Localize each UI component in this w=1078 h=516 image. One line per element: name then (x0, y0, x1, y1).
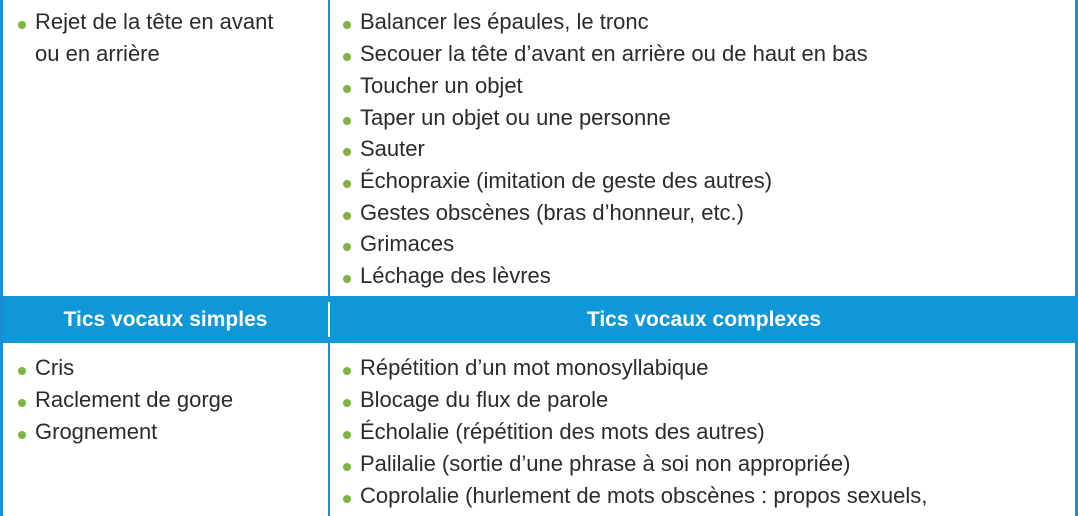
column-divider-bottom (328, 343, 330, 516)
list-item (16, 6, 274, 38)
list-item (341, 416, 765, 448)
list-item (341, 165, 772, 197)
list-item (341, 480, 927, 512)
bullet-icon (343, 431, 351, 439)
list-item-label: Répétition d’un mot monosyllabique (360, 355, 709, 380)
section-header-row (3, 296, 1078, 343)
bullet-icon (343, 399, 351, 407)
list-item-label: Grognement (35, 419, 158, 444)
list-item-label: Léchage des lèvres (360, 263, 551, 288)
list-item-continuation: ou en arrière (35, 41, 160, 66)
list-item (16, 416, 157, 448)
list-item-label: Toucher un objet (360, 73, 523, 98)
bullet-icon (343, 85, 351, 93)
list-item-label: Rejet de la tête en avant (35, 9, 274, 34)
list-item-label: Échopraxie (imitation de geste des autres) (360, 168, 773, 193)
list-item (16, 352, 74, 384)
bullet-icon (343, 463, 351, 471)
list-item-label: Sauter (360, 136, 425, 161)
list-item-label: Secouer la tête d’avant en arrière ou de haut en bas (360, 41, 868, 66)
list-item-label: Gestes obscènes (bras d’honneur, etc.) (360, 200, 744, 225)
list-item-label: Raclement de gorge (35, 387, 234, 412)
bullet-icon (343, 495, 351, 503)
bullet-icon (343, 21, 351, 29)
list-item-label: Écholalie (répétition des mots des autres) (360, 419, 765, 444)
list-item (341, 70, 523, 102)
list-item (341, 384, 608, 416)
bullet-icon (343, 180, 351, 188)
list-item-label: Cris (35, 355, 75, 380)
list-item-label: Grimaces (360, 231, 455, 256)
bullet-icon (343, 53, 351, 61)
list-item (341, 260, 551, 292)
list-item (341, 133, 425, 165)
bullet-icon (343, 212, 351, 220)
list-item (341, 448, 850, 480)
list-item-label: Taper un objet ou une personne (360, 105, 671, 130)
bullet-icon (343, 243, 351, 251)
bullet-icon (343, 275, 351, 283)
bullet-icon (18, 21, 26, 29)
bullet-icon (18, 367, 26, 375)
bullet-icon (18, 399, 26, 407)
bullet-icon (18, 431, 26, 439)
list-item (341, 197, 744, 229)
list-item-label: Palilalie (sortie d’une phrase à soi non appropriée) (360, 451, 851, 476)
list-item (341, 38, 868, 70)
bullet-icon (343, 117, 351, 125)
list-item (16, 384, 233, 416)
header-complex-vocal-tics: Tics vocaux complexes (586, 308, 822, 331)
list-item-label: Blocage du flux de parole (360, 387, 609, 412)
list-item (341, 228, 454, 260)
column-divider-top (328, 0, 330, 296)
bullet-icon (343, 148, 351, 156)
list-item (341, 6, 649, 38)
list-item-label: Balancer les épaules, le tronc (360, 9, 649, 34)
bullet-icon (343, 367, 351, 375)
list-item (341, 102, 671, 134)
list-item (341, 352, 709, 384)
header-simple-vocal-tics: Tics vocaux simples (63, 308, 268, 331)
list-item-label: Coprolalie (hurlement de mots obscènes : propos sexuels, (360, 483, 928, 508)
